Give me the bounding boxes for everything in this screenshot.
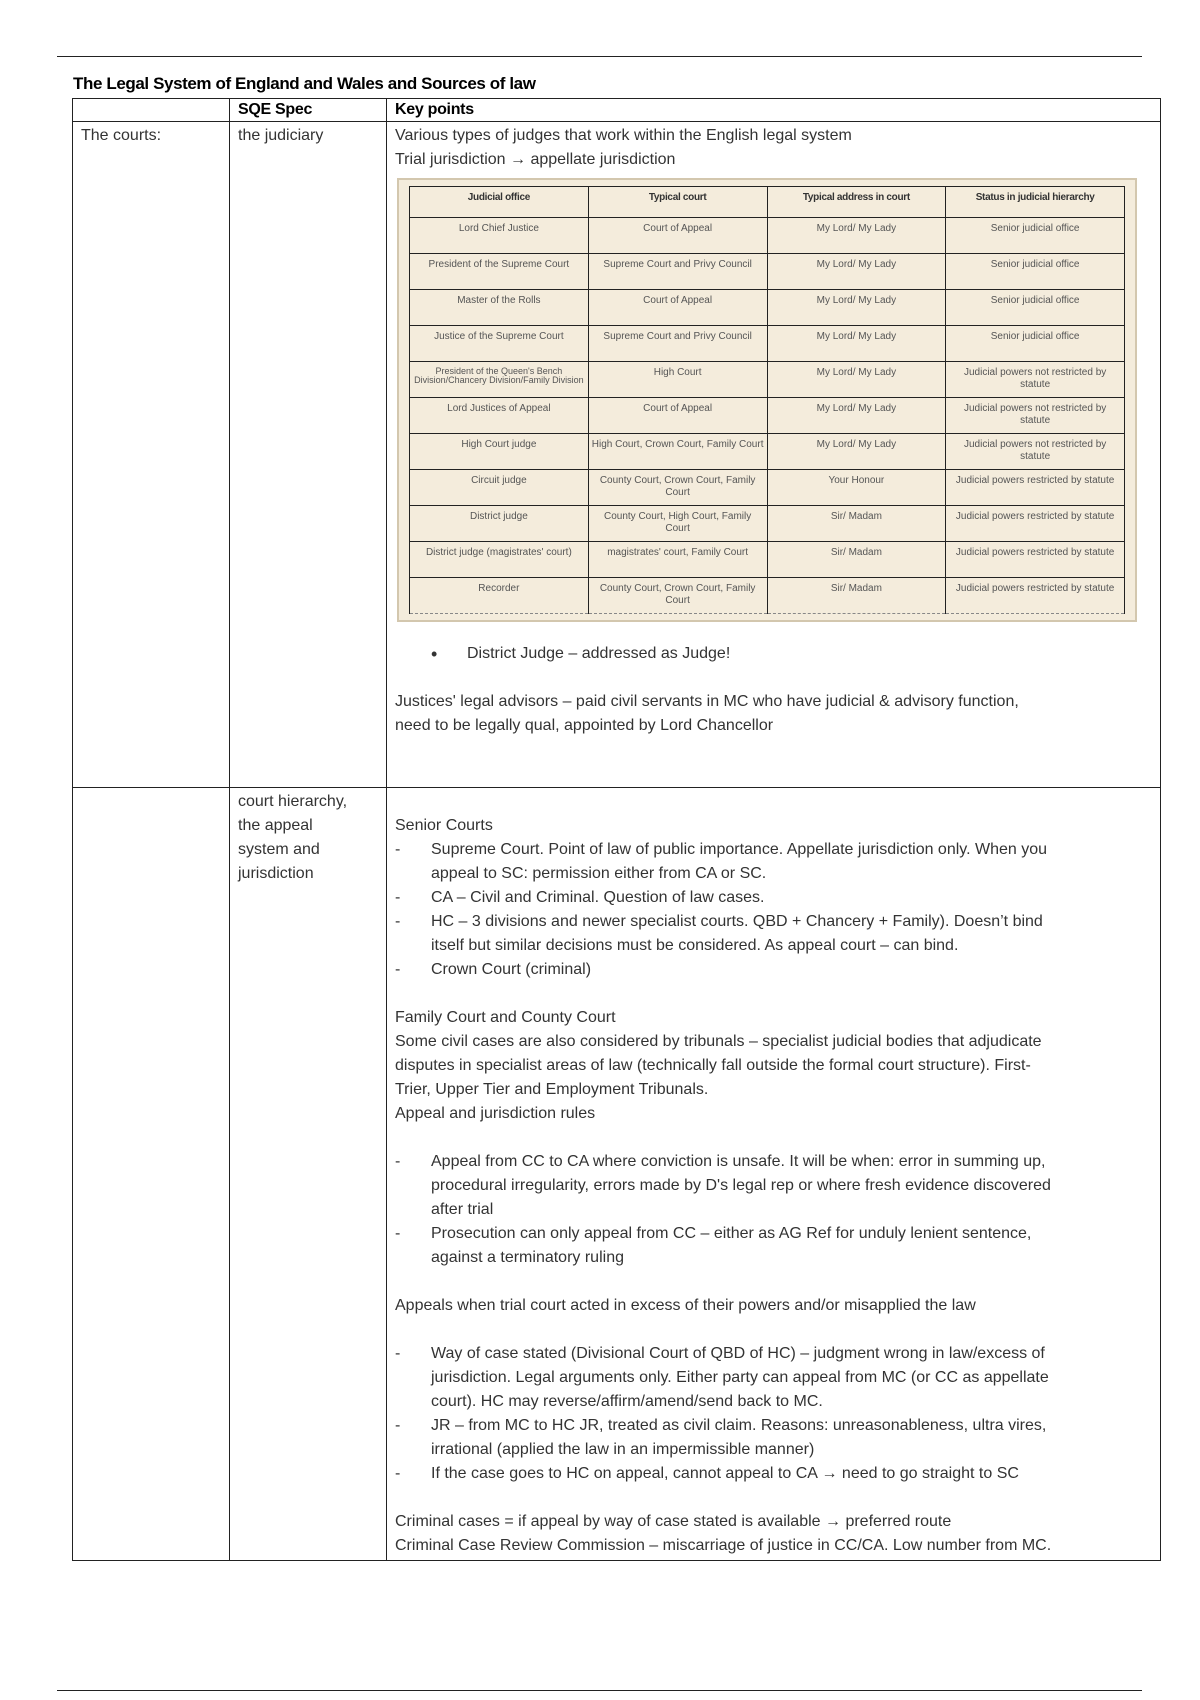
topic-cell <box>73 788 230 1561</box>
judges-cell: Judicial powers not restricted by statute <box>946 434 1125 470</box>
judicial-office-image <box>397 178 1137 622</box>
judges-header: Typical court <box>588 187 767 218</box>
spec-line: jurisdiction <box>238 865 314 882</box>
header-key-points: Key points <box>387 99 1161 122</box>
list-line: - Prosecution can only appeal from CC – either as AG Ref for unduly lenient sentence, <box>431 1225 1032 1242</box>
judges-cell: Circuit judge <box>410 470 589 506</box>
judges-row <box>410 434 1125 470</box>
key-points-cell <box>387 122 1161 788</box>
judges-row <box>410 506 1125 542</box>
judges-cell: Court of Appeal <box>588 398 767 434</box>
judges-cell: My Lord/ My Lady <box>767 434 946 470</box>
judges-cell: Judicial powers restricted by statute <box>946 470 1125 506</box>
section-heading: Appeals when trial court acted in excess of their powers and/or misapplied the law <box>395 1297 976 1314</box>
advisors-line: need to be legally qual, appointed by Lord Chancellor <box>395 717 774 734</box>
list-line: - Crown Court (criminal) <box>431 961 592 978</box>
table-row-judiciary <box>73 122 1161 788</box>
table-header-row <box>73 99 1161 122</box>
judges-cell: My Lord/ My Lady <box>767 362 946 398</box>
spec-cell <box>230 788 387 1561</box>
list-item <box>395 1222 1152 1270</box>
list-item <box>395 1150 1152 1222</box>
judges-cell: Lord Chief Justice <box>410 218 589 254</box>
list-item <box>395 838 1152 886</box>
judges-cell: Supreme Court and Privy Council <box>588 326 767 362</box>
paragraph-line: Family Court and County Court <box>395 1009 616 1026</box>
judges-row <box>410 290 1125 326</box>
paragraph-line: Appeal and jurisdiction rules <box>395 1105 596 1122</box>
judges-header: Judicial office <box>410 187 589 218</box>
judges-cell: Senior judicial office <box>946 254 1125 290</box>
list-line: irrational (applied the law in an impermissible manner) <box>431 1441 815 1458</box>
judges-row <box>410 218 1125 254</box>
judges-cell: My Lord/ My Lady <box>767 290 946 326</box>
judges-cell: My Lord/ My Lady <box>767 254 946 290</box>
list-line: procedural irregularity, errors made by D's legal rep or where fresh evidence discovered <box>431 1177 1051 1194</box>
judges-cell: Judicial powers restricted by statute <box>946 578 1125 614</box>
header-rule <box>57 56 1142 57</box>
judges-cell: Your Honour <box>767 470 946 506</box>
judges-cell: Sir/ Madam <box>767 542 946 578</box>
list-item <box>395 958 1152 982</box>
judges-cell: High Court <box>588 362 767 398</box>
paragraph-line: Criminal cases = if appeal by way of case stated is available → preferred route <box>395 1513 952 1530</box>
topic-cell: The courts: <box>73 122 230 788</box>
list-item <box>395 1414 1152 1462</box>
judges-cell: President of the Supreme Court <box>410 254 589 290</box>
list-line: - CA – Civil and Criminal. Question of law cases. <box>431 889 765 906</box>
judges-cell: District judge (magistrates' court) <box>410 542 589 578</box>
paragraph-line: Some civil cases are also considered by tribunals – specialist judicial bodies that adjudicate <box>395 1033 1042 1050</box>
judges-cell: Judicial powers not restricted by statute <box>946 362 1125 398</box>
intro-line: Trial jurisdiction → appellate jurisdiction <box>395 151 676 168</box>
list-line: - JR – from MC to HC JR, treated as civil claim. Reasons: unreasonableness, ultra vires, <box>431 1417 1047 1434</box>
judges-cell: President of the Queen's Bench Division/Chancery Division/Family Division <box>410 362 589 398</box>
judges-cell: Senior judicial office <box>946 326 1125 362</box>
list-line: appeal to SC: permission either from CA or SC. <box>431 865 767 882</box>
judges-row <box>410 578 1125 614</box>
judges-cell: County Court, High Court, Family Court <box>588 506 767 542</box>
footer-rule <box>57 1690 1142 1691</box>
judges-row <box>410 254 1125 290</box>
list-item <box>395 886 1152 910</box>
judges-header: Status in judicial hierarchy <box>946 187 1125 218</box>
judges-row <box>410 542 1125 578</box>
paragraph-line: Criminal Case Review Commission – miscarriage of justice in CC/CA. Low number from MC. <box>395 1537 1052 1554</box>
judges-cell: Lord Justices of Appeal <box>410 398 589 434</box>
list-item <box>395 1342 1152 1414</box>
bullet-item: • District Judge – addressed as Judge! <box>395 642 1152 666</box>
judges-cell: Sir/ Madam <box>767 578 946 614</box>
judges-cell: magistrates' court, Family Court <box>588 542 767 578</box>
paragraph-line: Trier, Upper Tier and Employment Tribunals. <box>395 1081 709 1098</box>
judges-cell: Sir/ Madam <box>767 506 946 542</box>
page-title: The Legal System of England and Wales and Sources of law <box>73 74 536 93</box>
judges-cell: Justice of the Supreme Court <box>410 326 589 362</box>
judges-row <box>410 326 1125 362</box>
intro-line: Various types of judges that work within the English legal system <box>395 127 852 144</box>
header-sqe-spec: SQE Spec <box>230 99 387 122</box>
list-line: - HC – 3 divisions and newer specialist courts. QBD + Chancery + Family). Doesn’t bind <box>431 913 1043 930</box>
list-line: itself but similar decisions must be considered. As appeal court – can bind. <box>431 937 959 954</box>
list-line: jurisdiction. Legal arguments only. Either party can appeal from MC (or CC as appellate <box>431 1369 1049 1386</box>
list-line: - If the case goes to HC on appeal, cannot appeal to CA → need to go straight to SC <box>431 1465 1019 1482</box>
list-item <box>395 910 1152 958</box>
judges-cell: My Lord/ My Lady <box>767 326 946 362</box>
judges-cell: Senior judicial office <box>946 218 1125 254</box>
paragraph-line: disputes in specialist areas of law (technically fall outside the formal court structure). First- <box>395 1057 1031 1074</box>
advisors-line: Justices' legal advisors – paid civil servants in MC who have judicial & advisory function, <box>395 693 1019 710</box>
judges-cell: Court of Appeal <box>588 218 767 254</box>
judges-cell: Court of Appeal <box>588 290 767 326</box>
judicial-office-table <box>409 186 1125 614</box>
judges-cell: My Lord/ My Lady <box>767 398 946 434</box>
list-line: - Way of case stated (Divisional Court of QBD of HC) – judgment wrong in law/excess of <box>431 1345 1045 1362</box>
judges-cell: Judicial powers not restricted by statute <box>946 398 1125 434</box>
judges-cell: Senior judicial office <box>946 290 1125 326</box>
table-row-court-hierarchy <box>73 788 1161 1561</box>
spec-line: court hierarchy, <box>238 793 348 810</box>
header-topic <box>73 99 230 122</box>
spec-line: the appeal <box>238 817 313 834</box>
judges-cell: Recorder <box>410 578 589 614</box>
judges-body <box>410 218 1125 614</box>
judges-cell: Supreme Court and Privy Council <box>588 254 767 290</box>
list-line: - Supreme Court. Point of law of public importance. Appellate jurisdiction only. When you <box>431 841 1048 858</box>
judges-cell: County Court, Crown Court, Family Court <box>588 578 767 614</box>
judges-header: Typical address in court <box>767 187 946 218</box>
judges-cell: Judicial powers restricted by statute <box>946 542 1125 578</box>
list-line: - Appeal from CC to CA where conviction is unsafe. It will be when: error in summing up, <box>431 1153 1046 1170</box>
spec-cell: the judiciary <box>230 122 387 788</box>
list-line: court). HC may reverse/affirm/amend/send back to MC. <box>431 1393 823 1410</box>
notes-table <box>72 98 1161 1561</box>
list-item <box>395 1462 1152 1486</box>
judges-cell: Judicial powers restricted by statute <box>946 506 1125 542</box>
judges-cell: County Court, Crown Court, Family Court <box>588 470 767 506</box>
judges-row <box>410 362 1125 398</box>
spec-line: system and <box>238 841 320 858</box>
judges-row <box>410 398 1125 434</box>
judges-row <box>410 470 1125 506</box>
judges-cell: High Court, Crown Court, Family Court <box>588 434 767 470</box>
judges-cell: My Lord/ My Lady <box>767 218 946 254</box>
section-heading: Senior Courts <box>395 817 493 834</box>
judges-cell: District judge <box>410 506 589 542</box>
judges-cell: Master of the Rolls <box>410 290 589 326</box>
judges-cell: High Court judge <box>410 434 589 470</box>
key-points-cell <box>387 788 1161 1561</box>
list-line: after trial <box>431 1201 494 1218</box>
list-line: against a terminatory ruling <box>431 1249 624 1266</box>
